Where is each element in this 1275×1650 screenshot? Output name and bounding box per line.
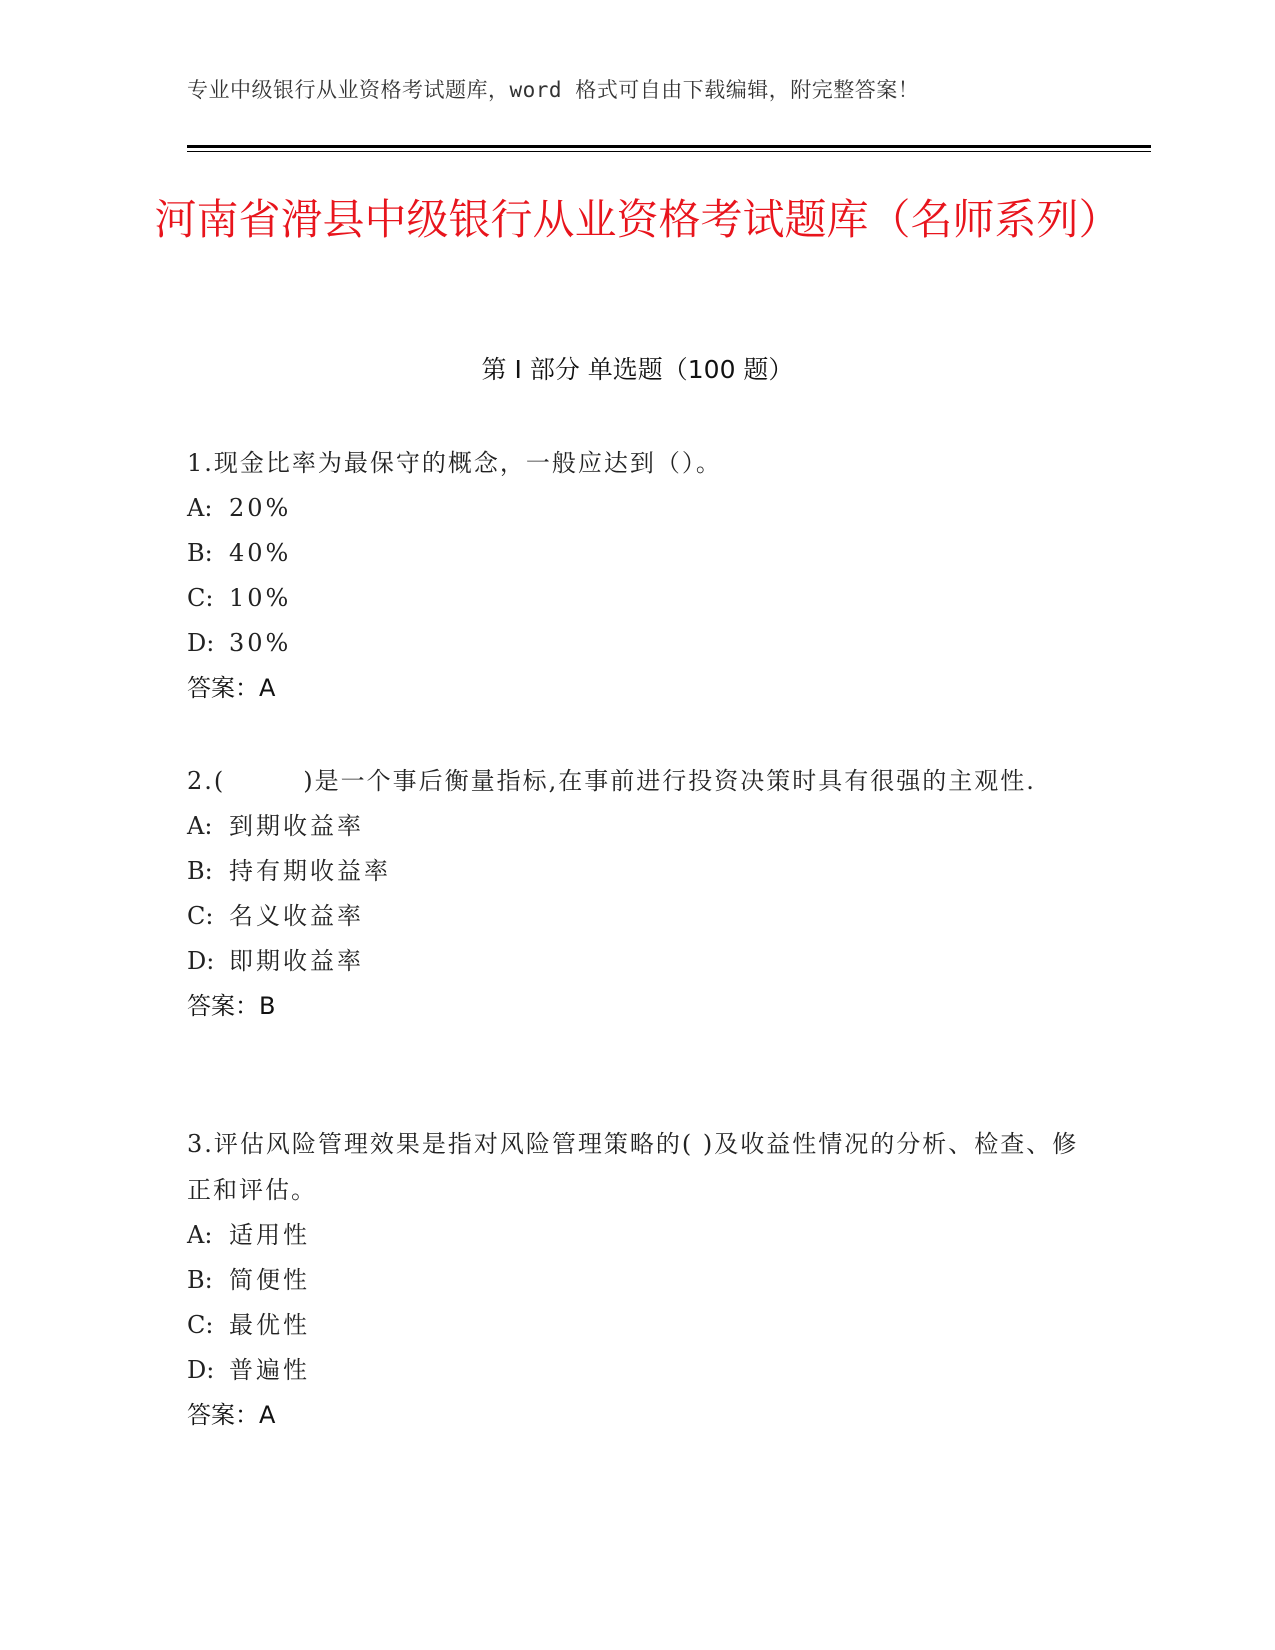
answer-line: 答案：A [187, 1401, 276, 1429]
option-text: 10% [229, 584, 292, 612]
header-divider-thin [187, 151, 1151, 152]
option-c [187, 1303, 1087, 1348]
question-stem: 1.现金比率为最保守的概念，一般应达到（）。 [187, 449, 722, 477]
option-b [187, 531, 1087, 576]
option-letter: A: [187, 1221, 213, 1249]
option-letter: B: [187, 539, 213, 567]
document-title: 河南省滑县中级银行从业资格考试题库（名师系列） [154, 195, 1121, 244]
option-a [187, 1213, 1087, 1258]
option-text: 普遍性 [229, 1356, 310, 1384]
question-stem: 2.( )是一个事后衡量指标,在事前进行投资决策时具有很强的主观性. [187, 767, 1036, 795]
option-letter: D: [187, 629, 215, 657]
header-divider-thick [187, 145, 1151, 148]
option-b [187, 849, 1087, 894]
section-heading: 第 I 部分 单选题（100 题） [481, 355, 794, 384]
option-letter: C: [187, 584, 214, 612]
option-letter: C: [187, 902, 214, 930]
option-text: 20% [229, 494, 292, 522]
question-block [187, 758, 1087, 1029]
option-c [187, 576, 1087, 621]
option-letter: A: [187, 812, 213, 840]
option-d [187, 939, 1087, 984]
option-text: 最优性 [229, 1311, 310, 1339]
option-text: 适用性 [229, 1221, 310, 1249]
option-letter: D: [187, 1356, 215, 1384]
option-letter: C: [187, 1311, 214, 1339]
option-text: 持有期收益率 [229, 857, 391, 885]
option-b [187, 1258, 1087, 1303]
question-block [187, 1121, 1087, 1438]
answer-line: 答案：A [187, 674, 276, 702]
option-text: 30% [229, 629, 292, 657]
option-letter: D: [187, 947, 215, 975]
question-stem: 3.评估风险管理效果是指对风险管理策略的( )及收益性情况的分析、检查、修正和评估。 [187, 1130, 1079, 1204]
option-text: 名义收益率 [229, 902, 364, 930]
header-note: 专业中级银行从业资格考试题库，word 格式可自由下载编辑，附完整答案！ [187, 78, 920, 102]
option-a [187, 486, 1087, 531]
option-text: 到期收益率 [229, 812, 364, 840]
option-text: 即期收益率 [229, 947, 364, 975]
option-a [187, 804, 1087, 849]
option-d [187, 621, 1087, 666]
option-c [187, 894, 1087, 939]
option-text: 40% [229, 539, 292, 567]
answer-line: 答案：B [187, 992, 276, 1020]
option-letter: A: [187, 494, 213, 522]
question-block [187, 440, 1087, 711]
option-letter: B: [187, 857, 213, 885]
option-text: 简便性 [229, 1266, 310, 1294]
option-letter: B: [187, 1266, 213, 1294]
option-d [187, 1348, 1087, 1393]
